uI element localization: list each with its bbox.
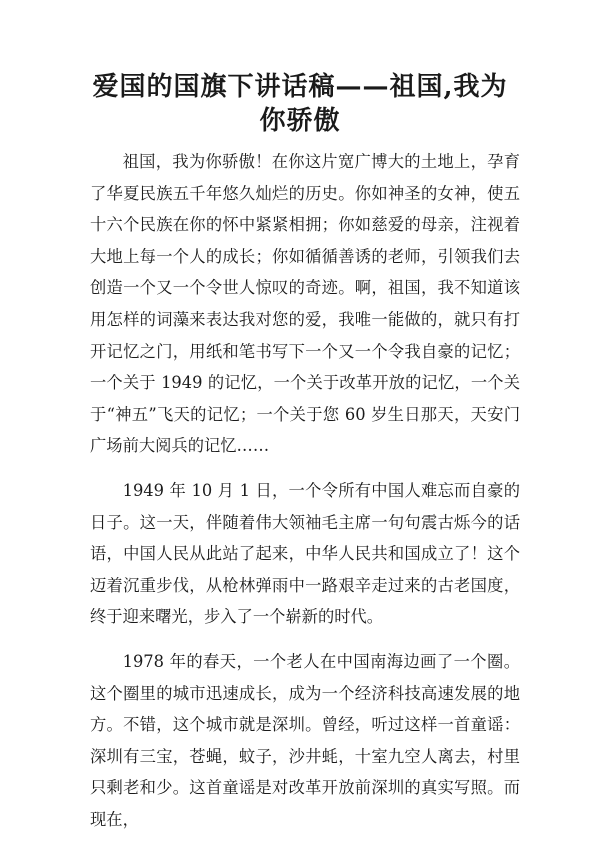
document-body	[90, 146, 520, 848]
paragraph-1: 祖国，我为你骄傲！在你这片宽广博大的土地上，孕育了华夏民族五千年悠久灿烂的历史。你如神圣的女神，使五十六个民族在你的怀中紧紧相拥；你如慈爱的母亲，注视着大地上每一个人的成长；你如循循善诱的老师，引领我们去创造一个又一个令世人惊叹的奇迹。啊，祖国，我不知道该用怎样的词藻来表达我对您的爱，我唯一能做的，就只有打开记忆之门，用纸和笔书写下一个又一个令我自豪的记忆；一个关于 1949 的记忆，一个关于改革开放的记忆，一个关于“神五”飞天的记忆；一个关于您 60 岁生日那天，天安门广场前大阅兵的记忆……	[90, 152, 520, 456]
paragraph-2: 1949 年 10 月 1 日，一个令所有中国人难忘而自豪的日子。这一天，伴随着伟大领袖毛主席一句句震古烁今的话语，中国人民从此站了起来，中华人民共和国成立了！这个迈着沉重步伐，从枪林弹雨中一路艰辛走过来的古老国度，终于迎来曙光，步入了一个崭新的时代。	[90, 480, 520, 627]
document-title: 爱国的国旗下讲话稿——祖国,我为你骄傲	[92, 72, 508, 136]
paragraph-3: 1978 年的春天，一个老人在中国南海边画了一个圈。这个圈里的城市迅速成长，成为一个经济科技高速发展的地方。不错，这个城市就是深圳。曾经，听过这样一首童谣：深圳有三宝，苍蝇，蚊子，沙井蚝，十室九空人离去，村里只剩老和少。这首童谣是对改革开放前深圳的真实写照。而现在，	[90, 651, 520, 829]
